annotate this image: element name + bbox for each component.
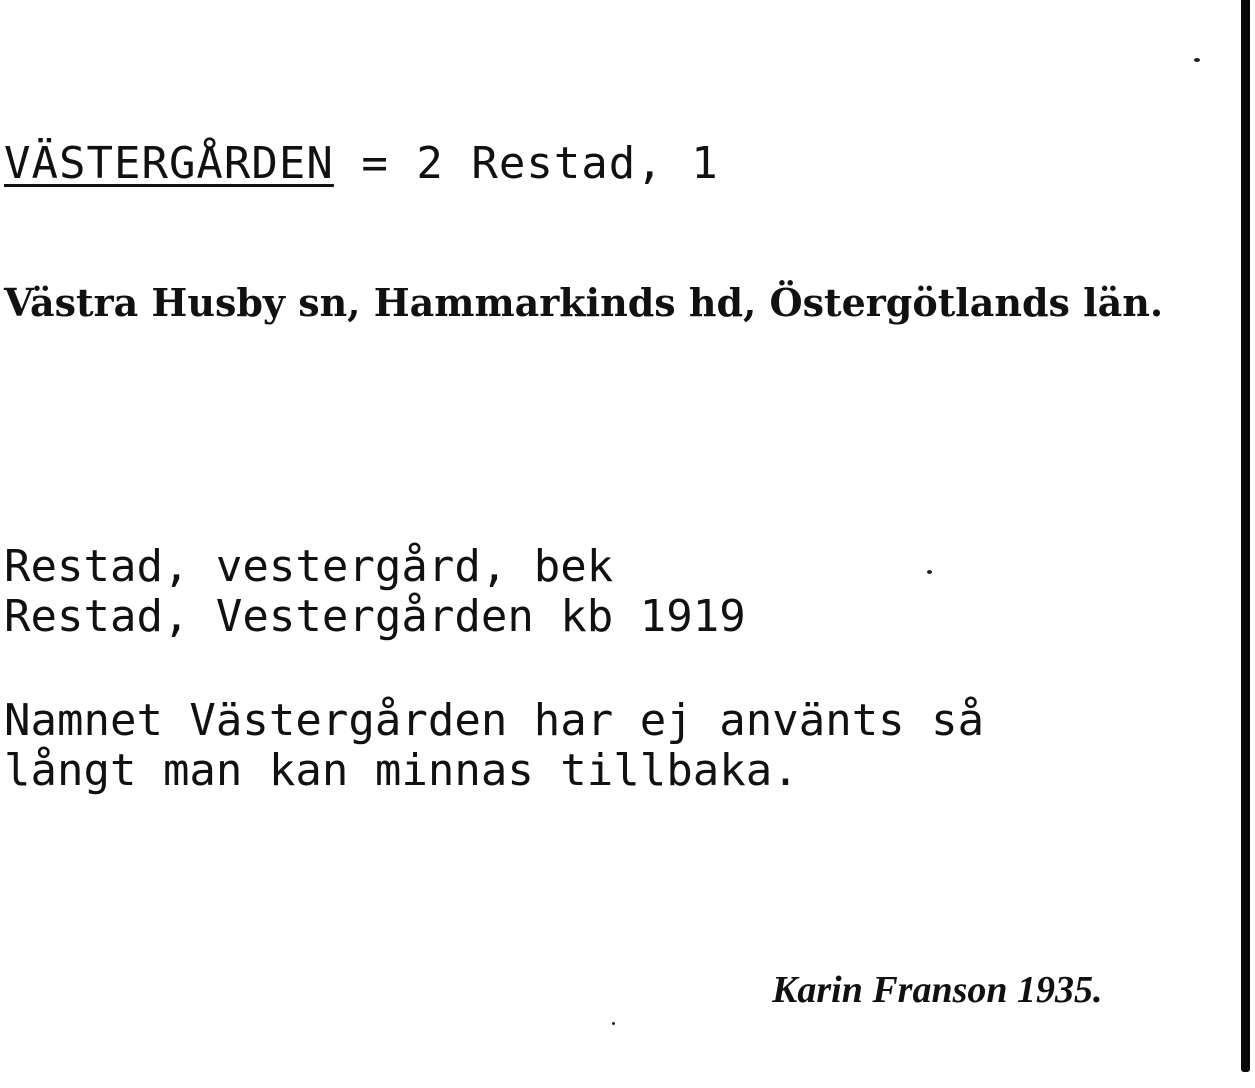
place-reference: = 2 Restad, 1 [333, 138, 719, 189]
source-entry: Restad, Vestergården kb 1919 [4, 591, 746, 642]
ink-speck [927, 570, 932, 574]
collector-signature: Karin Franson 1935. [772, 969, 1103, 1011]
usage-note [4, 696, 984, 796]
ink-speck [1194, 58, 1200, 62]
card-edge-line [1241, 0, 1250, 1072]
card-heading [4, 138, 719, 189]
source-entry: Restad, vestergård, bek [4, 541, 614, 592]
note-line: Namnet Västergården har ej använts så [4, 695, 985, 746]
source-list [4, 542, 746, 642]
place-name: VÄSTERGÅRDEN [4, 138, 334, 189]
note-line: långt man kan minnas tillbaka. [4, 745, 799, 796]
ink-speck [612, 1022, 615, 1025]
parish-location: Västra Husby sn, Hammarkinds hd, Östergötlands län. [4, 280, 1164, 325]
